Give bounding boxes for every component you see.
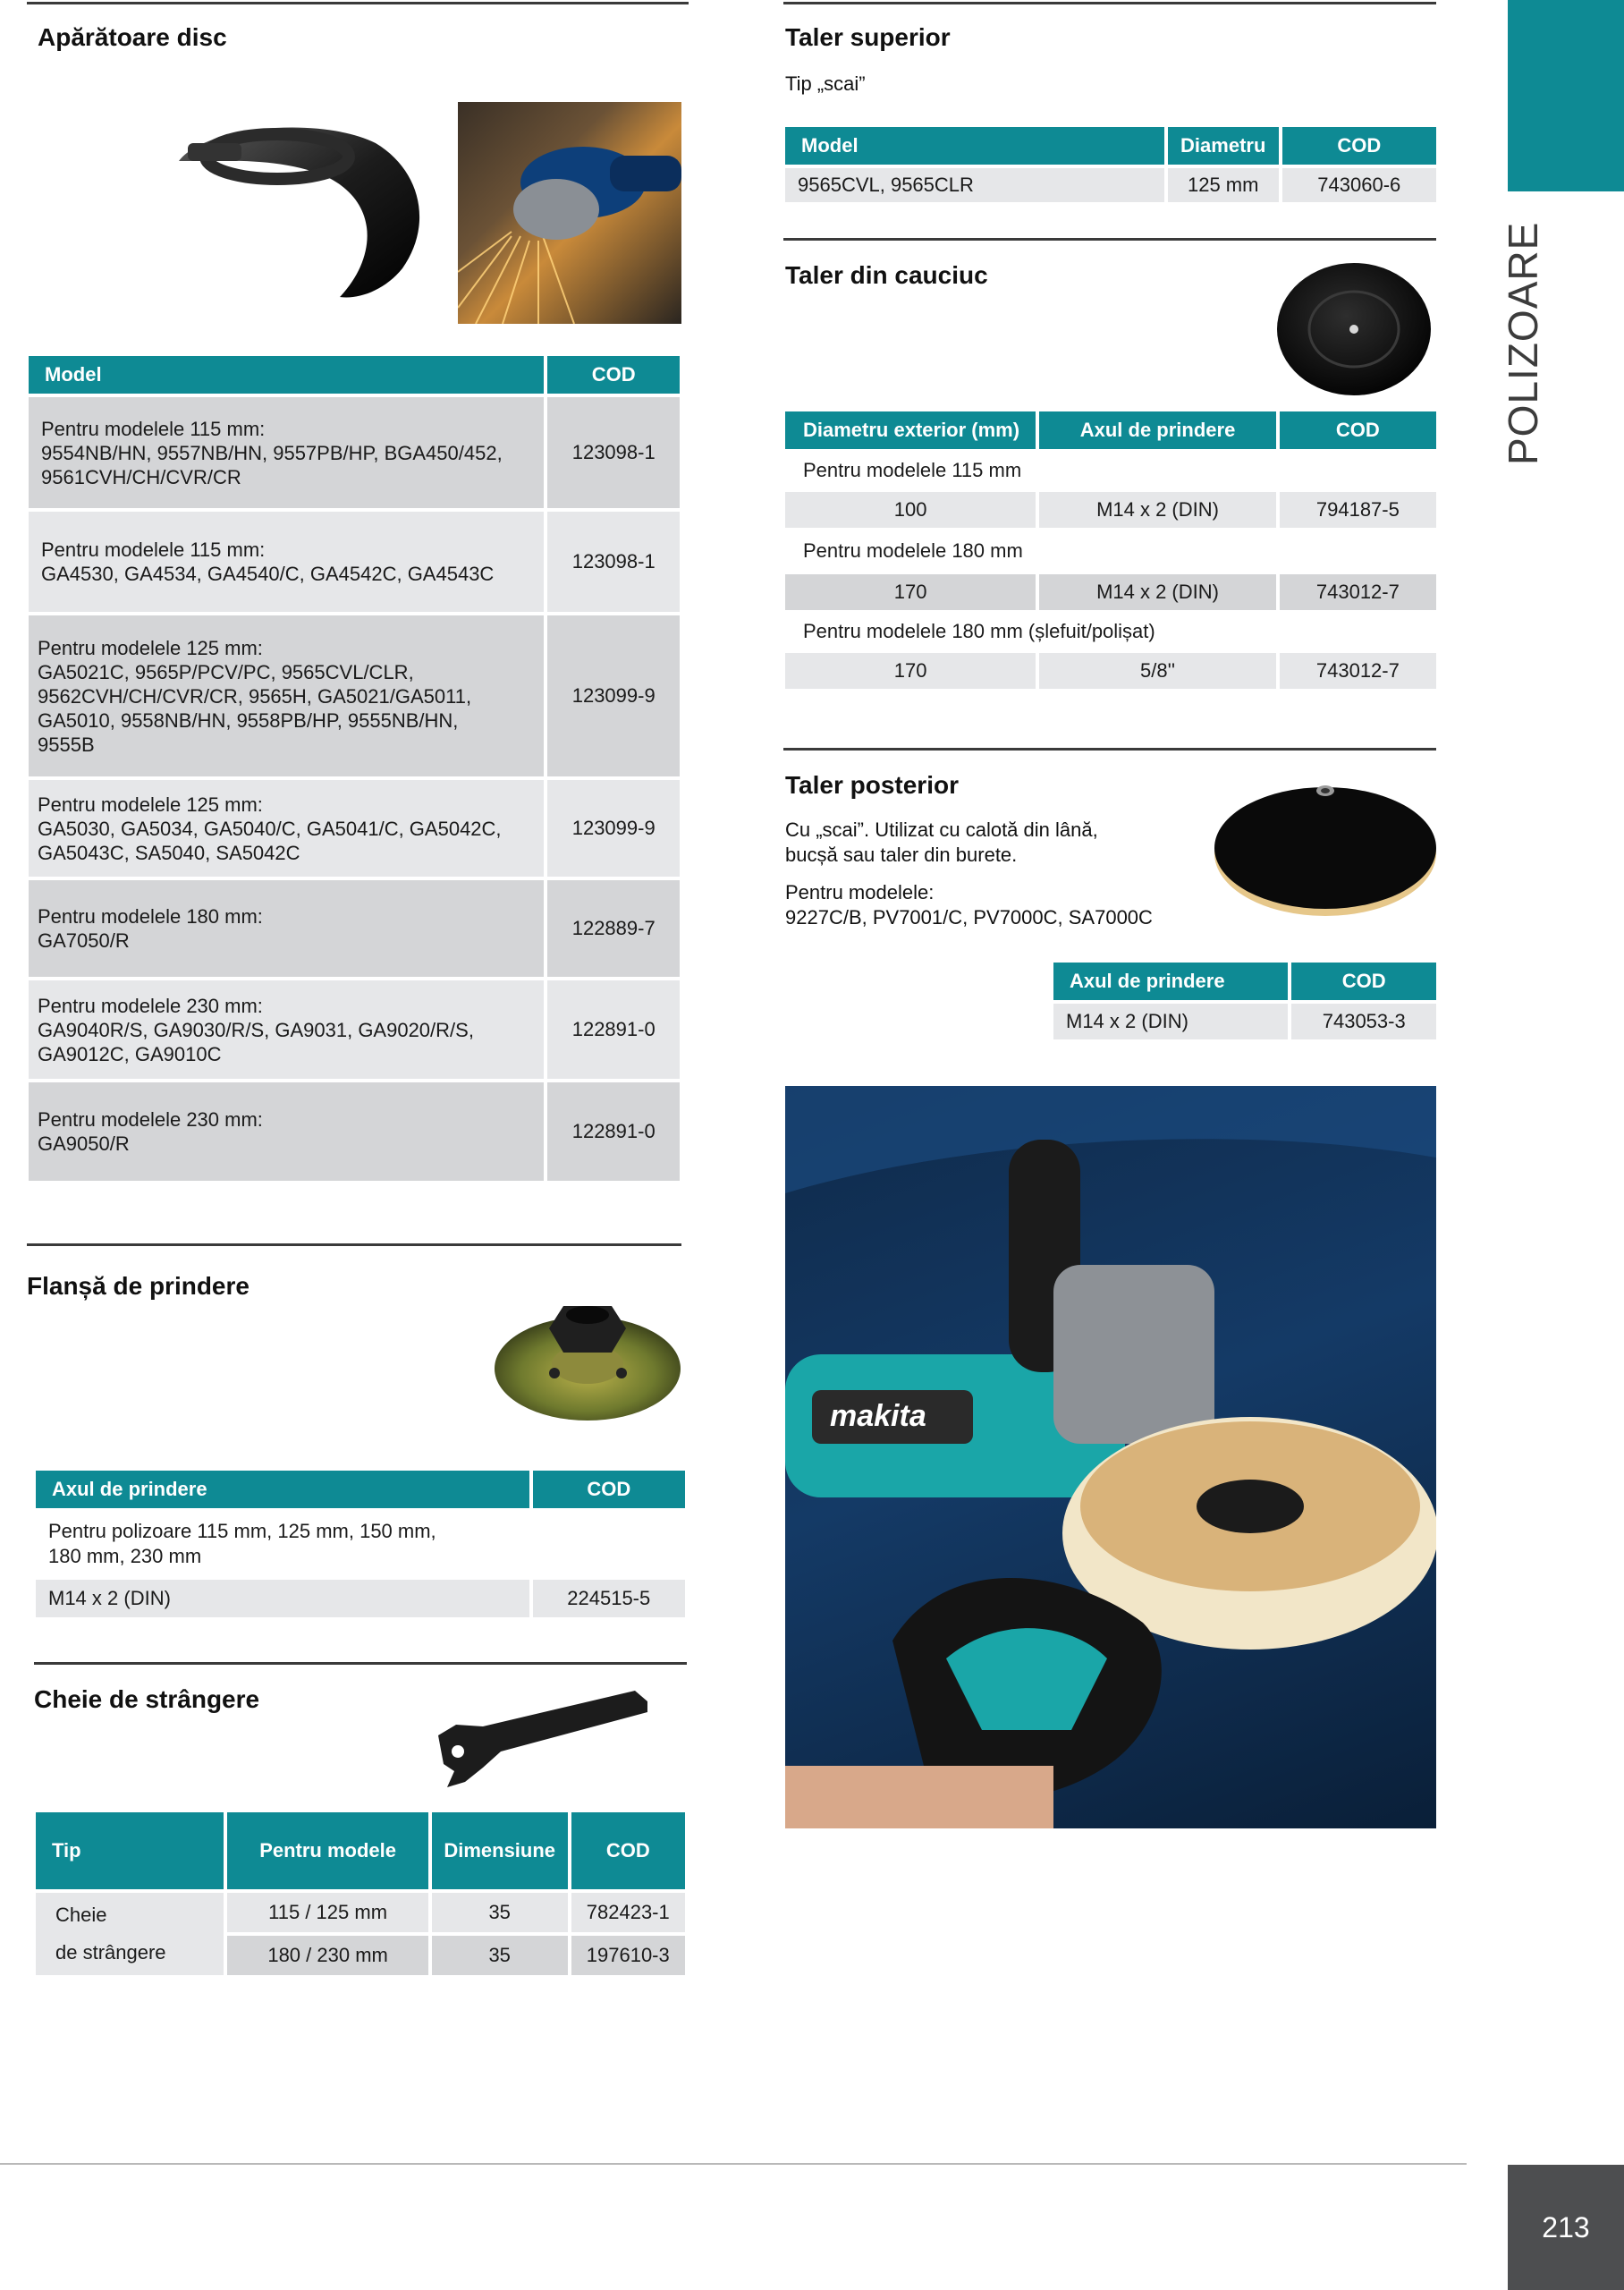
grinder-action-photo [458,102,681,324]
disc-guard-title: Apărătoare disc [38,23,227,51]
wrench-image [429,1682,653,1798]
cod-cell: 224515-5 [533,1580,685,1617]
column-header-cod: COD [1280,411,1436,449]
table-row: Pentru modelele 115 mm: 9554NB/HN, 9557NB/HN, 9557PB/HP, BGA450/452, 9561CVH/CH/CVR/CR 123098-1 [29,397,680,508]
makita-logo: makita [830,1399,926,1433]
top-pad-title: Taler superior [785,23,951,51]
back-pad-table [1050,959,1440,1043]
group-label-row: Pentru modelele 180 mm (șlefuit/polișat) [785,614,1436,649]
table-row: Pentru modelele 180 mm: GA7050/R 122889-7 [29,880,680,977]
disc-guard-table [25,352,683,1184]
column-header-model: Model [29,356,544,394]
table-row: Pentru modelele 125 mm: GA5030, GA5034, GA5040/C, GA5041/C, GA5042C, GA5043C, SA5040, SA5042C 123099-9 [29,780,680,877]
table-row: Pentru modelele 230 mm: GA9050/R 122891-0 [29,1082,680,1181]
grinder-sparks-illustration [458,102,681,324]
table-row: 170 5/8'' 743012-7 [785,653,1436,689]
table-row: Cheie de strângere 115 / 125 mm 35 782423-1 [36,1893,685,1932]
table-row: 9565CVL, 9565CLR 125 mm 743060-6 [785,168,1436,202]
cod-cell: 123099-9 [547,615,680,776]
footer-divider [0,2163,1467,2165]
cod-cell: 123098-1 [547,397,680,508]
table-row: 170 M14 x 2 (DIN) 743012-7 [785,574,1436,610]
group-label-row: Pentru modelele 180 mm [785,531,1436,571]
cod-cell: 123099-9 [547,780,680,877]
flange-title: Flanșă de prindere [27,1272,250,1300]
category-tab [1508,0,1624,191]
rubber-pad-image [1275,259,1433,399]
table-row: Pentru modelele 125 mm: GA5021C, 9565P/PCV/PC, 9565CVL/CLR, 9562CVH/CH/CVR/CR, 9565H, GA5021/GA5011, GA5010, 9558NB/HN, 9558PB/HP, 9555NB/HN, 9555B 123099-9 [29,615,680,776]
table-row: Pentru modelele 230 mm: GA9040R/S, GA9030/R/S, GA9031, GA9020/R/S, GA9012C, GA9010C 122891-0 [29,980,680,1079]
page-number: 213 [1508,2165,1624,2290]
column-header-type: Tip [36,1812,224,1889]
top-pad-subtitle: Tip „scai” [785,72,866,95]
column-header-model: Model [785,127,1164,165]
flange-image [492,1279,683,1422]
table-row: Pentru polizoare 115 mm, 125 mm, 150 mm, 180 mm, 230 mm [36,1512,685,1576]
cod-cell: 123098-1 [547,512,680,612]
table-row: 180 / 230 mm 35 197610-3 [36,1936,685,1975]
column-header-cod: COD [571,1812,685,1889]
section-divider [27,2,689,4]
disc-guard-image [170,107,429,304]
column-header-size: Dimensiune [432,1812,568,1889]
rubber-pad-title: Taler din cauciuc [785,261,988,289]
column-header-cod: COD [1291,963,1436,1000]
cod-cell: 122891-0 [547,1082,680,1181]
column-header-cod: COD [547,356,680,394]
back-pad-models: Pentru modelele: 9227C/B, PV7001/C, PV7000C, SA7000C [785,881,1153,929]
column-header-axis: Axul de prindere [1053,963,1288,1000]
type-cell: Cheie de strângere [36,1893,224,1975]
wrench-table [32,1809,689,1979]
column-header-diameter: Diametru [1168,127,1279,165]
back-pad-description: Cu „scai”. Utilizat cu calotă din lână, bucșă sau taler din burete. [785,818,1098,866]
category-label: POLIZOARE [1500,221,1546,465]
axis-cell: M14 x 2 (DIN) [36,1580,529,1617]
section-divider [783,238,1436,241]
column-header-cod: COD [533,1471,685,1508]
column-header-outer-diameter: Diametru exterior (mm) [785,411,1036,449]
table-row: 100 M14 x 2 (DIN) 794187-5 [785,492,1436,528]
back-pad-image [1211,771,1440,921]
column-header-axis: Axul de prindere [36,1471,529,1508]
table-row [36,1580,685,1617]
column-header-cod: COD [1282,127,1436,165]
rubber-pad-table [782,408,1440,692]
top-pad-table [782,123,1440,206]
cod-cell: 122889-7 [547,880,680,977]
back-pad-title: Taler posterior [785,771,959,799]
wrench-title: Cheie de strângere [34,1685,260,1713]
section-divider [783,748,1436,751]
polisher-illustration [785,1086,1436,1828]
group-label-row: Pentru modelele 115 mm [785,453,1436,488]
cod-cell: 122891-0 [547,980,680,1079]
flange-table [32,1467,689,1621]
section-divider [783,2,1436,4]
column-header-models: Pentru modele [227,1812,428,1889]
table-row: Pentru modelele 115 mm: GA4530, GA4534, GA4540/C, GA4542C, GA4543C 123098-1 [29,512,680,612]
table-row: M14 x 2 (DIN) 743053-3 [1053,1004,1436,1039]
section-divider [34,1662,687,1665]
polisher-usage-photo [785,1086,1436,1828]
section-divider [27,1243,681,1246]
column-header-axis: Axul de prindere [1039,411,1275,449]
